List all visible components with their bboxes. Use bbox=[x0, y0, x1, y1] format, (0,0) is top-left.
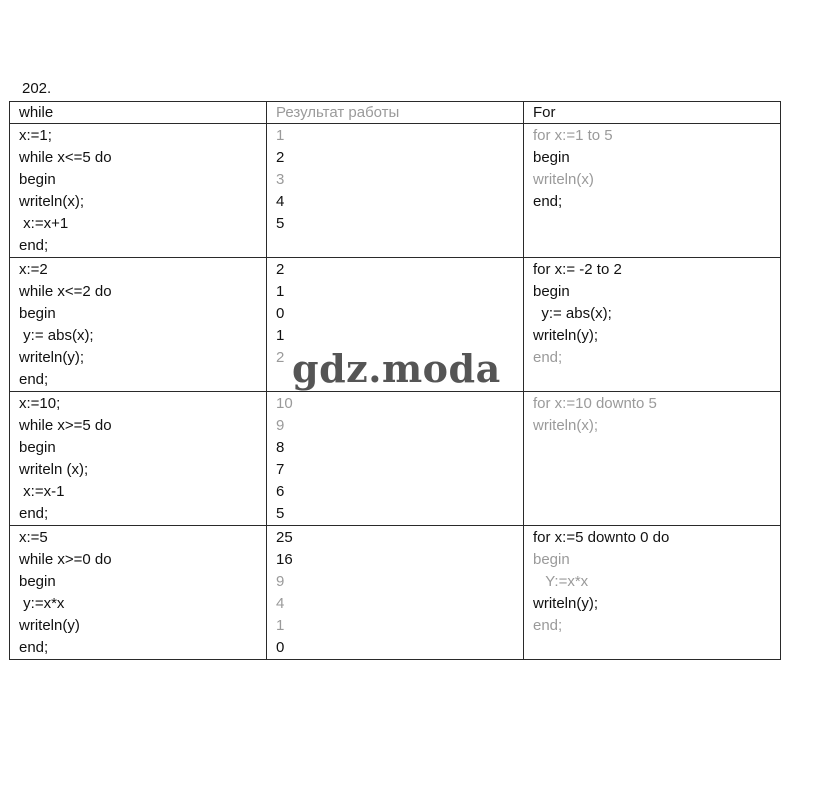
result-value: 7 bbox=[276, 461, 285, 478]
result-value: 4 bbox=[276, 193, 285, 210]
result-value: 2 bbox=[276, 149, 285, 166]
code-line: Y:=x*x bbox=[533, 573, 589, 590]
result-cell bbox=[267, 124, 524, 258]
code-line: x:=5 bbox=[19, 529, 48, 546]
code-line: writeln (x); bbox=[19, 461, 89, 478]
code-line: for x:=1 to 5 bbox=[533, 127, 613, 144]
code-line: end; bbox=[533, 349, 563, 366]
code-line: x:=10; bbox=[19, 395, 61, 412]
result-value: 5 bbox=[276, 505, 285, 522]
code-line: begin bbox=[533, 149, 570, 166]
header-result: Результат работы bbox=[267, 102, 524, 124]
code-line: while x>=0 do bbox=[19, 551, 112, 568]
result-value: 3 bbox=[276, 171, 285, 188]
result-value: 2 bbox=[276, 349, 285, 366]
while-code-cell bbox=[10, 124, 267, 258]
code-line: y:= abs(x); bbox=[19, 327, 94, 344]
header-for: For bbox=[524, 102, 781, 124]
code-line: writeln(y); bbox=[533, 327, 599, 344]
code-line: while x<=5 do bbox=[19, 149, 112, 166]
code-line: begin bbox=[533, 283, 570, 300]
code-line: x:=1; bbox=[19, 127, 52, 144]
table-row bbox=[10, 392, 781, 526]
code-line: writeln(x); bbox=[533, 417, 599, 434]
code-line: begin bbox=[19, 171, 56, 188]
exercise-number: 202. bbox=[22, 80, 52, 97]
code-line: begin bbox=[533, 551, 570, 568]
code-line: y:= abs(x); bbox=[533, 305, 612, 322]
while-code-cell bbox=[10, 258, 267, 392]
result-value: 9 bbox=[276, 573, 285, 590]
result-value: 9 bbox=[276, 417, 285, 434]
result-value: 5 bbox=[276, 215, 285, 232]
result-cell bbox=[267, 392, 524, 526]
table-header-row bbox=[10, 102, 781, 124]
result-value: 0 bbox=[276, 639, 285, 656]
code-line: x:=x+1 bbox=[19, 215, 69, 232]
for-code-cell bbox=[524, 526, 781, 660]
code-line: for x:=5 downto 0 do bbox=[533, 529, 670, 546]
code-line: end; bbox=[19, 237, 49, 254]
code-line: writeln(y) bbox=[19, 617, 80, 634]
result-value: 10 bbox=[276, 395, 293, 412]
code-line: writeln(x); bbox=[19, 193, 85, 210]
result-cell bbox=[267, 526, 524, 660]
result-value: 1 bbox=[276, 127, 285, 144]
watermark-logo: gdz.moda bbox=[292, 346, 501, 391]
result-value: 1 bbox=[276, 617, 285, 634]
code-line: writeln(y); bbox=[19, 349, 85, 366]
code-line: end; bbox=[533, 617, 563, 634]
result-value: 1 bbox=[276, 327, 285, 344]
while-code-cell bbox=[10, 392, 267, 526]
code-line: x:=x-1 bbox=[19, 483, 65, 500]
code-line: end; bbox=[19, 639, 49, 656]
while-code-cell bbox=[10, 526, 267, 660]
for-code-cell bbox=[524, 124, 781, 258]
code-line: while x>=5 do bbox=[19, 417, 112, 434]
result-value: 6 bbox=[276, 483, 285, 500]
result-value: 1 bbox=[276, 283, 285, 300]
result-value: 0 bbox=[276, 305, 285, 322]
code-line: while x<=2 do bbox=[19, 283, 112, 300]
for-code-cell bbox=[524, 258, 781, 392]
for-code-cell bbox=[524, 392, 781, 526]
table-row bbox=[10, 526, 781, 660]
result-value: 4 bbox=[276, 595, 285, 612]
code-line: begin bbox=[19, 305, 56, 322]
code-line: for x:= -2 to 2 bbox=[533, 261, 622, 278]
code-line: begin bbox=[19, 439, 56, 456]
code-line: begin bbox=[19, 573, 56, 590]
code-line: y:=x*x bbox=[19, 595, 65, 612]
code-line: writeln(y); bbox=[533, 595, 599, 612]
code-line: writeln(x) bbox=[533, 171, 594, 188]
code-line: end; bbox=[533, 193, 563, 210]
code-line: end; bbox=[19, 505, 49, 522]
result-value: 16 bbox=[276, 551, 293, 568]
header-while: while bbox=[10, 102, 267, 124]
result-value: 8 bbox=[276, 439, 285, 456]
result-value: 2 bbox=[276, 261, 285, 278]
code-line: for x:=10 downto 5 bbox=[533, 395, 657, 412]
result-value: 25 bbox=[276, 529, 293, 546]
table-row bbox=[10, 124, 781, 258]
code-line: end; bbox=[19, 371, 49, 388]
code-line: x:=2 bbox=[19, 261, 48, 278]
